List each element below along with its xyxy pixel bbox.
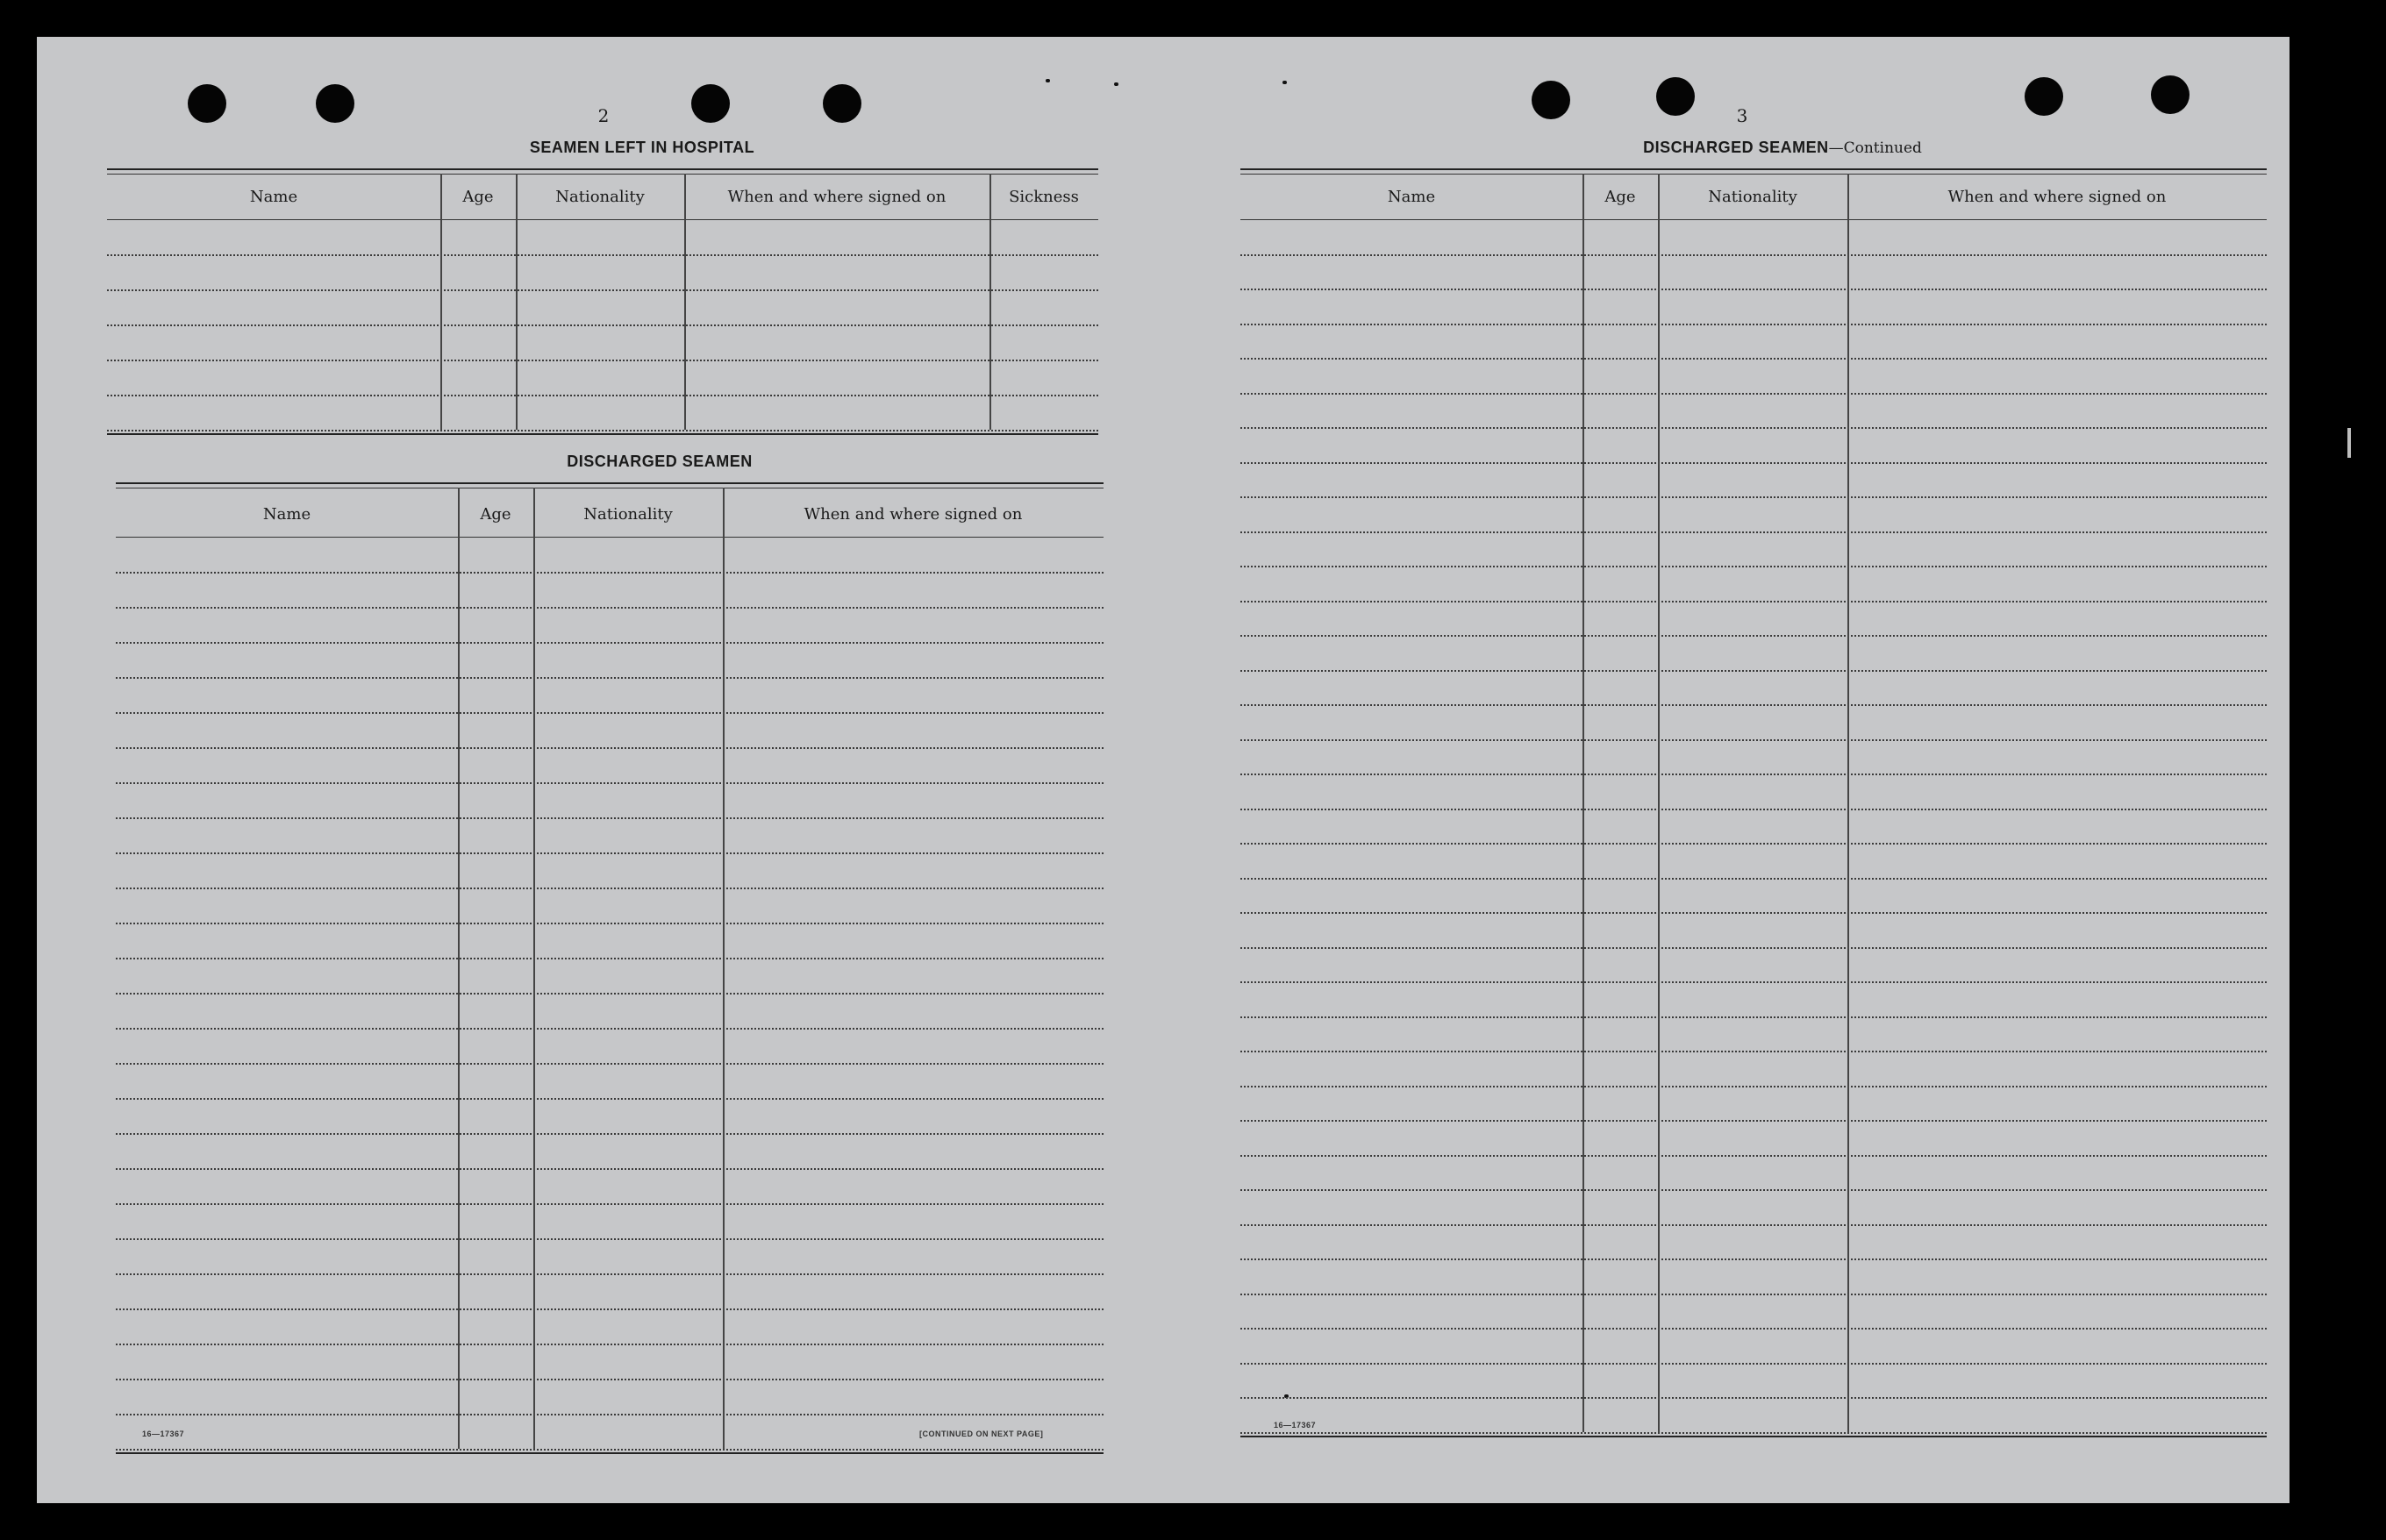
speck: [1046, 79, 1050, 82]
column-divider: [1658, 174, 1660, 1432]
ruled-row-line: [116, 1238, 1104, 1240]
ruled-row-line: [1240, 981, 2267, 983]
column-header-age: Age: [480, 505, 511, 524]
edge-mark: [2347, 428, 2351, 458]
ruled-row-line: [116, 712, 1104, 714]
ruled-row-line: [116, 888, 1104, 889]
ruled-row-line: [116, 1168, 1104, 1170]
punch-hole: [316, 84, 354, 123]
hospital-title: SEAMEN LEFT IN HOSPITAL: [529, 139, 755, 156]
ruled-row-line: [116, 607, 1104, 609]
ruled-row-line: [1240, 1016, 2267, 1018]
ruled-row-line: [107, 254, 1098, 256]
continued-note: [CONTINUED ON NEXT PAGE]: [919, 1429, 1044, 1438]
ruled-row-line: [1240, 427, 2267, 429]
ruled-row-line: [1240, 1224, 2267, 1226]
ruled-row-line: [1240, 1294, 2267, 1295]
ruled-row-line: [1240, 1086, 2267, 1087]
ruled-row-line: [1240, 324, 2267, 325]
speck: [1282, 81, 1287, 84]
column-header-signed-on: When and where signed on: [727, 188, 947, 206]
form-number-left: 16—17367: [142, 1429, 185, 1438]
ruled-row-line: [1240, 878, 2267, 880]
ruled-row-line: [1240, 739, 2267, 741]
ruled-row-line: [107, 430, 1098, 431]
ruled-row-line: [1240, 601, 2267, 602]
ruled-row-line: [1240, 566, 2267, 567]
punch-hole: [188, 84, 226, 123]
column-divider: [723, 488, 725, 1449]
ruled-row-line: [116, 958, 1104, 959]
ruled-row-line: [1240, 1120, 2267, 1122]
ruled-row-line: [1240, 1397, 2267, 1399]
ruled-row-line: [116, 1133, 1104, 1135]
ruled-row-line: [116, 747, 1104, 749]
punch-hole: [1656, 77, 1695, 116]
ruled-row-line: [116, 1273, 1104, 1275]
ruled-row-line: [1240, 531, 2267, 533]
form-number-right: 16—17367: [1274, 1421, 1317, 1429]
ruled-row-line: [1240, 1432, 2267, 1434]
ruled-row-line: [107, 324, 1098, 326]
ruled-row-line: [1240, 1258, 2267, 1260]
hospital-table: [107, 168, 1098, 463]
ruled-row-line: [1240, 462, 2267, 464]
ruled-row-line: [116, 1098, 1104, 1100]
ruled-row-line: [1240, 774, 2267, 775]
ruled-row-line: [116, 1203, 1104, 1205]
ruled-row-line: [1240, 704, 2267, 706]
ruled-row-line: [1240, 1189, 2267, 1191]
column-header-nationality: Nationality: [555, 188, 645, 206]
column-header-nationality: Nationality: [1708, 188, 1797, 206]
column-divider: [1847, 174, 1849, 1432]
ruled-row-line: [116, 1449, 1104, 1451]
ruled-row-line: [116, 642, 1104, 644]
punch-hole: [1532, 81, 1570, 119]
ruled-row-line: [116, 923, 1104, 924]
table-bottom-rule: [1240, 1436, 2267, 1437]
speck: [1114, 82, 1118, 86]
ruled-row-line: [1240, 912, 2267, 914]
ruled-row-line: [1240, 358, 2267, 360]
column-header-age: Age: [462, 188, 494, 206]
discharged-continued-title: [1528, 139, 2037, 157]
column-header-age: Age: [1604, 188, 1636, 206]
discharged-title: DISCHARGED SEAMEN: [567, 453, 753, 470]
ruled-row-line: [1240, 947, 2267, 949]
ruled-row-line: [1240, 1051, 2267, 1052]
ruled-row-line: [116, 782, 1104, 784]
ruled-row-line: [1240, 635, 2267, 637]
column-header-nationality: Nationality: [583, 505, 673, 524]
form-sheet: [37, 37, 2290, 1503]
punch-hole: [2151, 75, 2190, 114]
ruled-row-line: [1240, 1363, 2267, 1365]
ruled-row-line: [116, 1308, 1104, 1310]
ruled-row-line: [1240, 1328, 2267, 1330]
ruled-row-line: [1240, 670, 2267, 672]
column-divider: [458, 488, 460, 1449]
column-divider: [1582, 174, 1584, 1432]
ruled-row-line: [116, 1379, 1104, 1380]
column-divider: [684, 174, 686, 430]
column-header-sickness: Sickness: [1009, 188, 1079, 206]
ruled-row-line: [1240, 393, 2267, 395]
column-divider: [989, 174, 991, 430]
ruled-row-line: [116, 572, 1104, 574]
ruled-row-line: [116, 1414, 1104, 1415]
ruled-row-line: [1240, 1155, 2267, 1157]
ruled-row-line: [107, 289, 1098, 291]
page-number-left: 2: [597, 105, 610, 126]
ruled-row-line: [116, 817, 1104, 819]
ruled-row-line: [1240, 843, 2267, 845]
ruled-row-line: [107, 360, 1098, 361]
ruled-row-line: [107, 395, 1098, 396]
discharged-table: [116, 482, 1104, 1466]
column-header-signed-on: When and where signed on: [1947, 188, 2167, 206]
ruled-row-line: [116, 1063, 1104, 1065]
ruled-row-line: [116, 852, 1104, 854]
column-divider: [440, 174, 442, 430]
ruled-row-line: [116, 1028, 1104, 1030]
column-header-signed-on: When and where signed on: [804, 505, 1023, 524]
ruled-row-line: [116, 677, 1104, 679]
column-header-name: Name: [262, 505, 311, 524]
column-header-name: Name: [249, 188, 298, 206]
table-bottom-rule: [107, 433, 1098, 435]
column-header-name: Name: [1387, 188, 1436, 206]
ruled-row-line: [116, 1344, 1104, 1345]
punch-hole: [2025, 77, 2063, 116]
ruled-row-line: [1240, 496, 2267, 498]
column-divider: [533, 488, 535, 1449]
punch-hole: [823, 84, 861, 123]
punch-hole: [691, 84, 730, 123]
ruled-row-line: [1240, 289, 2267, 290]
ruled-row-line: [116, 993, 1104, 995]
column-divider: [516, 174, 518, 430]
discharged-continued-table: [1240, 168, 2267, 1451]
page-number-right: 3: [1736, 105, 1748, 126]
title-suffix: —Continued: [1828, 139, 1922, 157]
ruled-row-line: [1240, 809, 2267, 810]
title-main: DISCHARGED SEAMEN: [1643, 139, 1829, 156]
ruled-row-line: [1240, 254, 2267, 256]
table-bottom-rule: [116, 1452, 1104, 1454]
